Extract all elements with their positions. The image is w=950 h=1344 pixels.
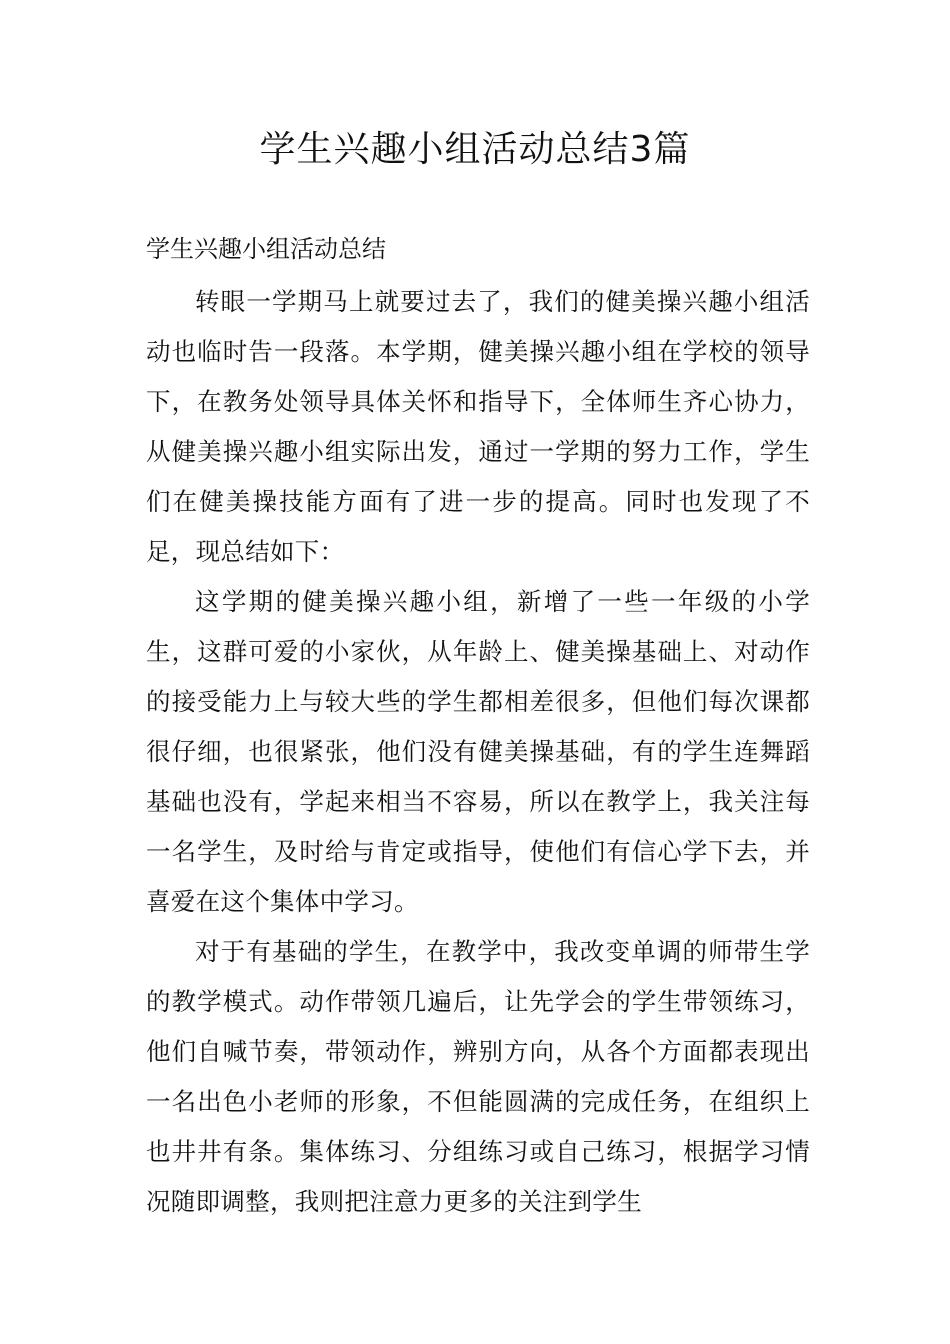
- document-title: 学生兴趣小组活动总结3篇: [259, 129, 691, 170]
- document-body: [146, 277, 810, 1227]
- section-heading: 学生兴趣小组活动总结: [146, 235, 386, 263]
- paragraph-3: 对于有基础的学生，在教学中，我改变单调的师带生学的教学模式。动作带领几遍后，让先学会的学生带领练习，他们自喊节奏，带领动作，辨别方向，从各个方面都表现出一名出色小老师的形象，不但能圆满的完成任务，在组织上也井井有条。集体练习、分组练习或自己练习，根据学习情况随即调整，我则把注意力更多的关注到学生: [146, 937, 810, 1216]
- paragraph-1: 转眼一学期马上就要过去了，我们的健美操兴趣小组活动也临时告一段落。本学期，健美操兴趣小组在学校的领导下，在教务处领导具体关怀和指导下，全体师生齐心协力，从健美操兴趣小组实际出发，通过一学期的努力工作，学生们在健美操技能方面有了进一步的提高。同时也发现了不足，现总结如下：: [146, 287, 810, 566]
- paragraph-2: 这学期的健美操兴趣小组，新增了一些一年级的小学生，这群可爱的小家伙，从年龄上、健美操基础上、对动作的接受能力上与较大些的学生都相差很多，但他们每次课都很仔细，也很紧张，他们没有健美操基础，有的学生连舞蹈基础也没有，学起来相当不容易，所以在教学上，我关注每一名学生，及时给与肯定或指导，使他们有信心学下去，并喜爱在这个集体中学习。: [146, 587, 810, 916]
